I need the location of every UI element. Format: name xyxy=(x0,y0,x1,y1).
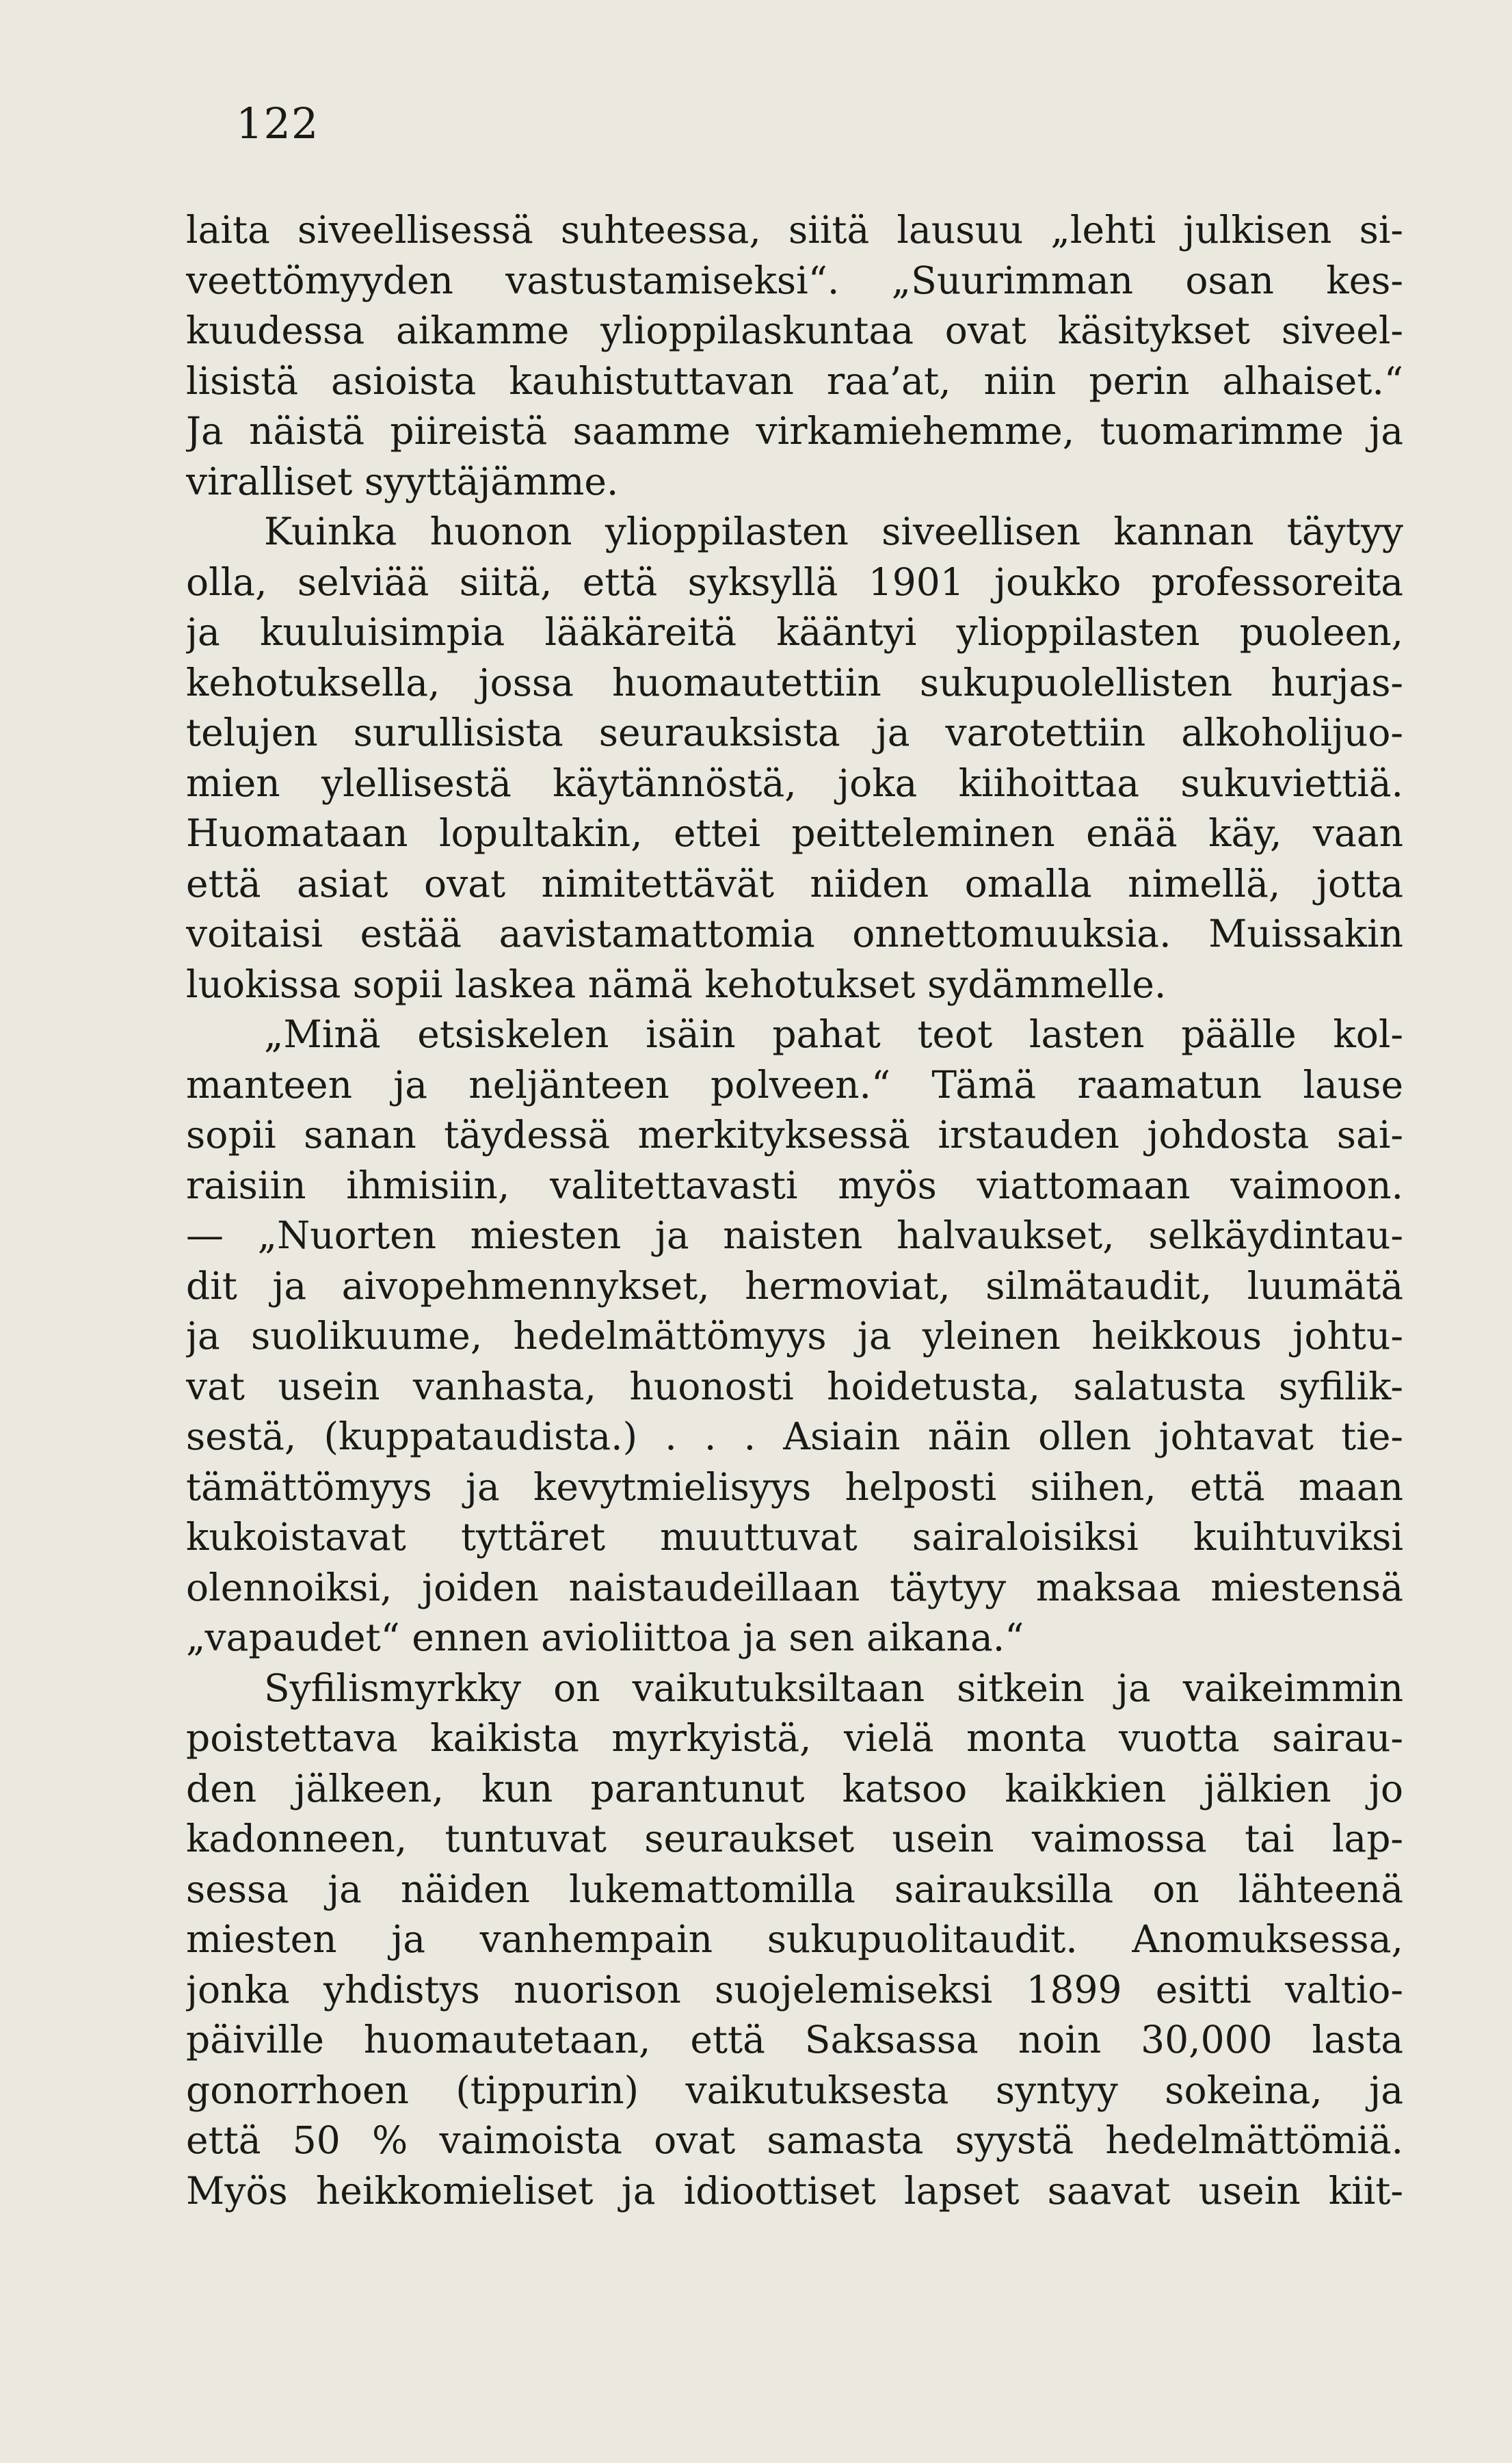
text-line: kadonneen, tuntuvat seuraukset usein vaimossa tai lap- xyxy=(186,1817,1403,1860)
text-line: Syfilismyrkky on vaikutuksiltaan sitkein ja vaikeimmin xyxy=(264,1665,1403,1710)
text-line: sessa ja näiden lukemattomilla sairauksilla on lähteenä xyxy=(186,1867,1403,1911)
text-line: poistettava kaikista myrkyistä, vielä monta vuotta sairau- xyxy=(186,1716,1403,1760)
text-line: olennoiksi, joiden naistaudeillaan täytyy maksaa miestensä xyxy=(186,1565,1403,1609)
text-line: kuudessa aikamme ylioppilaskuntaa ovat käsitykset siveel- xyxy=(186,308,1403,352)
text-line: kehotuksella, jossa huomautettiin sukupuolellisten hurjas- xyxy=(186,660,1403,704)
text-line: voitaisi estää aavistamattomia onnettomuuksia. Muissakin xyxy=(186,912,1403,956)
text-line: vat usein vanhasta, huonosti hoidetusta, salatusta syfilik- xyxy=(186,1364,1403,1408)
text-line: mien ylellisestä käytännöstä, joka kiihoittaa sukuviettiä. xyxy=(186,761,1403,805)
text-line: tämättömyys ja kevytmielisyys helposti siihen, että maan xyxy=(186,1464,1403,1509)
text-line: olla, selviää siitä, että syksyllä 1901 joukko professoreita xyxy=(186,559,1403,604)
text-line: Huomataan lopultakin, ettei peitteleminen enää käy, vaan xyxy=(186,811,1403,855)
text-line: jonka yhdistys nuorison suojelemiseksi 1899 esitti valtio- xyxy=(186,1967,1403,2012)
body-text xyxy=(186,205,1403,2216)
text-line: Myös heikkomieliset ja idioottiset lapset saavat usein kiit- xyxy=(186,2168,1403,2213)
text-line: ja suolikuume, hedelmättömyys ja yleinen heikkous johtu- xyxy=(186,1314,1403,1358)
text-line: dit ja aivopehmennykset, hermoviat, silmätaudit, luumätä xyxy=(186,1263,1403,1308)
text-line: että asiat ovat nimitettävät niiden omalla nimellä, jotta xyxy=(186,861,1403,906)
text-line: gonorrhoen (tippurin) vaikutuksesta syntyy sokeina, ja xyxy=(186,2068,1403,2112)
text-line: manteen ja neljänteen polveen.“ Tämä raamatun lause xyxy=(186,1062,1403,1107)
text-line: „vapaudet“ ennen avioliittoa ja sen aikana.“ xyxy=(186,1616,1024,1659)
page-number: 122 xyxy=(236,98,319,148)
text-line: ja kuuluisimpia lääkäreitä kääntyi ylioppilasten puoleen, xyxy=(186,610,1403,654)
text-line: telujen surullisista seurauksista ja varotettiin alkoholijuo- xyxy=(186,711,1403,754)
text-line: sestä, (kuppataudista.) . . . Asiain näin ollen johtavat tie- xyxy=(186,1414,1403,1458)
text-line: „Minä etsiskelen isäin pahat teot lasten päälle kol- xyxy=(264,1012,1403,1056)
text-line: Ja näistä piireistä saamme virkamiehemme, tuomarimme ja xyxy=(186,409,1403,453)
text-line: den jälkeen, kun parantunut katsoo kaikkien jälkien jo xyxy=(186,1766,1403,1810)
text-line: sopii sanan täydessä merkityksessä irstauden johdosta sai- xyxy=(186,1113,1403,1157)
text-line: kukoistavat tyttäret muuttuvat sairaloisiksi kuihtuviksi xyxy=(186,1515,1403,1559)
text-line: miesten ja vanhempain sukupuolitaudit. Anomuksessa, xyxy=(186,1917,1403,1961)
text-line: luokissa sopii laskea nämä kehotukset sydämmelle. xyxy=(186,962,1167,1006)
text-line: raisiin ihmisiin, valitettavasti myös viattomaan vaimoon. xyxy=(186,1163,1403,1207)
text-line: veettömyyden vastustamiseksi“. „Suurimman osan kes- xyxy=(186,258,1403,302)
text-line: että 50 % vaimoista ovat samasta syystä hedelmättömiä. xyxy=(186,2118,1403,2162)
text-line: — „Nuorten miesten ja naisten halvaukset, selkäydintau- xyxy=(186,1213,1403,1257)
text-line: Kuinka huonon ylioppilasten siveellisen kannan täytyy xyxy=(264,510,1403,553)
text-line: laita siveellisessä suhteessa, siitä lausuu „lehti julkisen si- xyxy=(186,208,1403,252)
text-line: viralliset syyttäjämme. xyxy=(186,459,619,503)
text-line: lisistä asioista kauhistuttavan raa’at, niin perin alhaiset.“ xyxy=(186,358,1403,403)
text-line: päiville huomautetaan, että Saksassa noin 30,000 lasta xyxy=(186,2018,1403,2062)
